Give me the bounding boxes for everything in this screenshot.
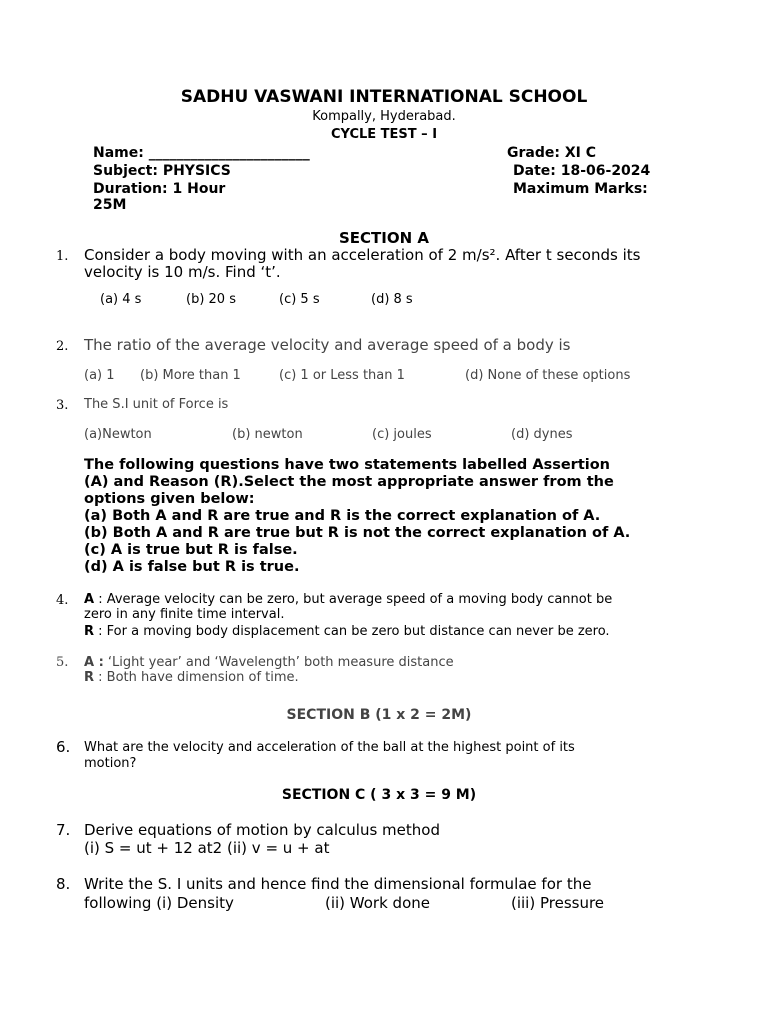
sub-item-density: following (i) Density (84, 894, 234, 912)
question-text: Write the S. I units and hence find the dimensional formulae for the (84, 875, 592, 893)
reason-text: : Both have dimension of time. (94, 670, 299, 685)
option-b: (b) newton (232, 427, 303, 442)
instruction-line: (b) Both A and R are true but R is not the correct explanation of A. (84, 525, 631, 541)
reason-line (84, 624, 610, 639)
option-c: (c) 1 or Less than 1 (279, 368, 405, 383)
reason-label: R (84, 624, 95, 639)
question-number: 3. (56, 398, 69, 413)
reason-line (84, 670, 299, 685)
question-number: 2. (56, 339, 69, 354)
assertion-text: ‘Light year’ and ‘Wavelength’ both measure distance (103, 655, 454, 670)
question-number: 5. (56, 655, 69, 670)
name-field: Name: _______________________ (93, 145, 310, 161)
max-marks-label: Maximum Marks: (513, 181, 648, 197)
option-c: (c) 5 s (279, 292, 320, 307)
question-text: What are the velocity and acceleration of the ball at the highest point of its (84, 740, 575, 755)
sub-item-pressure: (iii) Pressure (511, 894, 605, 912)
option-b: (b) More than 1 (140, 368, 241, 383)
assertion-label: A : (84, 655, 104, 670)
assertion-text: : Average velocity can be zero, but average speed of a moving body cannot be (94, 592, 613, 607)
sub-item-work-done: (ii) Work done (325, 894, 430, 912)
question-text: The S.I unit of Force is (84, 397, 229, 412)
question-text: velocity is 10 m/s. Find ‘t’. (84, 263, 281, 281)
option-a: (a) 4 s (100, 292, 142, 307)
instruction-line: (A) and Reason (R).Select the most appropriate answer from the (84, 474, 614, 490)
assertion-line (84, 592, 612, 607)
option-c: (c) joules (372, 427, 432, 442)
subject-field: Subject: PHYSICS (93, 163, 231, 179)
option-d: (d) dynes (511, 427, 573, 442)
date-field: Date: 18-06-2024 (513, 163, 651, 179)
reason-label: R (84, 670, 95, 685)
option-a: (a)Newton (84, 427, 152, 442)
reason-text: : For a moving body displacement can be zero but distance can never be zero. (94, 624, 610, 639)
section-c-title: SECTION C ( 3 x 3 = 9 M) (281, 787, 477, 803)
test-title: CYCLE TEST – I (330, 127, 438, 142)
question-number: 8. (56, 875, 71, 893)
section-a-title: SECTION A (338, 229, 429, 247)
question-number: 7. (56, 821, 71, 839)
question-text: Consider a body moving with an acceleration of 2 m/s². After t seconds its (84, 246, 641, 264)
option-a: (a) 1 (84, 368, 115, 383)
question-text: Derive equations of motion by calculus method (84, 821, 440, 839)
question-text: The ratio of the average velocity and average speed of a body is (84, 336, 571, 354)
question-number: 1. (56, 249, 69, 264)
school-location: Kompally, Hyderabad. (312, 109, 456, 124)
assertion-text: zero in any finite time interval. (84, 607, 285, 622)
school-name: SADHU VASWANI INTERNATIONAL SCHOOL (180, 87, 588, 107)
instruction-line: (d) A is false but R is true. (84, 559, 300, 575)
question-number: 6. (56, 738, 71, 756)
max-marks-value: 25M (93, 197, 127, 213)
option-b: (b) 20 s (186, 292, 236, 307)
duration-field: Duration: 1 Hour (93, 181, 226, 197)
instruction-line: (a) Both A and R are true and R is the correct explanation of A. (84, 508, 601, 524)
instruction-line: (c) A is true but R is false. (84, 542, 298, 558)
option-d: (d) None of these options (465, 368, 631, 383)
assertion-label: A (84, 592, 95, 607)
instruction-line: The following questions have two statements labelled Assertion (84, 457, 611, 473)
question-text: motion? (84, 756, 137, 771)
option-d: (d) 8 s (371, 292, 413, 307)
grade-field: Grade: XI C (507, 145, 596, 161)
section-b-title: SECTION B (1 x 2 = 2M) (286, 707, 472, 723)
assertion-line (84, 655, 454, 670)
equations: (i) S = ut + 12 at2 (ii) v = u + at (84, 839, 330, 857)
question-number: 4. (56, 593, 69, 608)
instruction-line: options given below: (84, 491, 255, 507)
